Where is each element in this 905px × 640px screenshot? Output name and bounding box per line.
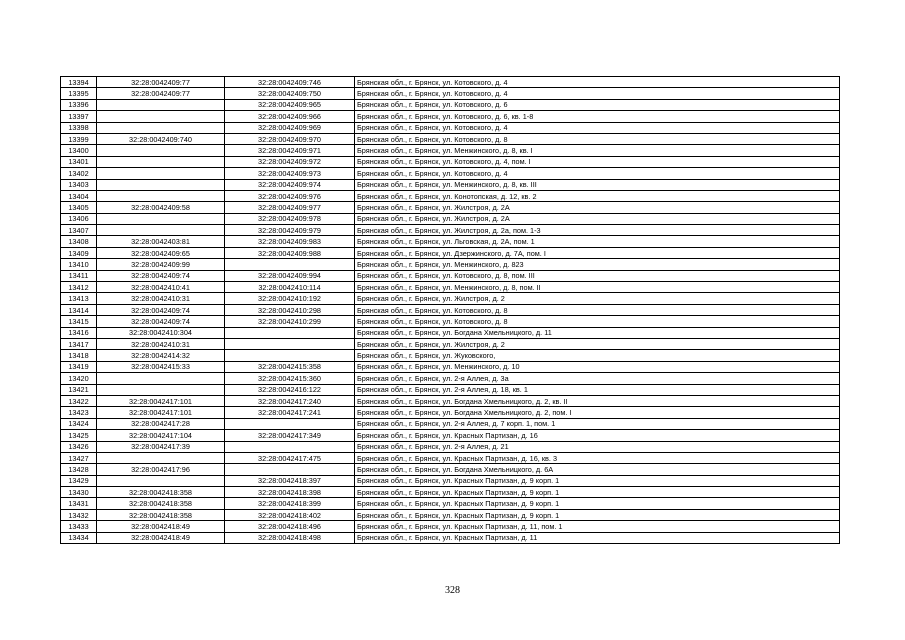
address-cell: Брянская обл., г. Брянск, ул. Жилстроя, д. 2 bbox=[355, 293, 840, 304]
object-number-cell bbox=[225, 338, 355, 349]
row-number-cell: 13430 bbox=[61, 487, 97, 498]
table-row bbox=[61, 464, 840, 475]
parcel-number-cell: 32:28:0042409:58 bbox=[97, 202, 225, 213]
object-number-cell: 32:28:0042409:969 bbox=[225, 122, 355, 133]
address-cell: Брянская обл., г. Брянск, ул. Котовского, д. 6, кв. 1-8 bbox=[355, 111, 840, 122]
table-row bbox=[61, 350, 840, 361]
row-number-cell: 13399 bbox=[61, 133, 97, 144]
row-number-cell: 13429 bbox=[61, 475, 97, 486]
object-number-cell: 32:28:0042409:978 bbox=[225, 213, 355, 224]
parcel-number-cell: 32:28:0042409:74 bbox=[97, 316, 225, 327]
row-number-cell: 13418 bbox=[61, 350, 97, 361]
row-number-cell: 13432 bbox=[61, 509, 97, 520]
row-number-cell: 13397 bbox=[61, 111, 97, 122]
table-row bbox=[61, 338, 840, 349]
object-number-cell: 32:28:0042415:358 bbox=[225, 361, 355, 372]
object-number-cell: 32:28:0042409:979 bbox=[225, 225, 355, 236]
address-cell: Брянская обл., г. Брянск, ул. Менжинского, д. 823 bbox=[355, 259, 840, 270]
parcel-number-cell: 32:28:0042410:304 bbox=[97, 327, 225, 338]
row-number-cell: 13416 bbox=[61, 327, 97, 338]
row-number-cell: 13433 bbox=[61, 521, 97, 532]
parcel-number-cell: 32:28:0042410:41 bbox=[97, 282, 225, 293]
table-row bbox=[61, 225, 840, 236]
object-number-cell: 32:28:0042417:241 bbox=[225, 407, 355, 418]
parcel-number-cell: 32:28:0042417:101 bbox=[97, 395, 225, 406]
address-cell: Брянская обл., г. Брянск, ул. Красных Партизан, д. 9 корп. 1 bbox=[355, 487, 840, 498]
row-number-cell: 13396 bbox=[61, 99, 97, 110]
table-row bbox=[61, 452, 840, 463]
object-number-cell: 32:28:0042409:983 bbox=[225, 236, 355, 247]
parcel-number-cell: 32:28:0042414:32 bbox=[97, 350, 225, 361]
object-number-cell bbox=[225, 441, 355, 452]
row-number-cell: 13420 bbox=[61, 373, 97, 384]
table-row bbox=[61, 190, 840, 201]
page-number: 328 bbox=[445, 585, 460, 596]
object-number-cell: 32:28:0042409:970 bbox=[225, 133, 355, 144]
table-row bbox=[61, 487, 840, 498]
table-row bbox=[61, 521, 840, 532]
parcel-number-cell: 32:28:0042409:74 bbox=[97, 304, 225, 315]
address-cell: Брянская обл., г. Брянск, ул. 2-я Аллея, д. 7 корп. 1, пом. 1 bbox=[355, 418, 840, 429]
object-number-cell: 32:28:0042417:475 bbox=[225, 452, 355, 463]
parcel-number-cell bbox=[97, 179, 225, 190]
address-cell: Брянская обл., г. Брянск, ул. Жилстроя, д. 2 bbox=[355, 338, 840, 349]
parcel-number-cell: 32:28:0042417:96 bbox=[97, 464, 225, 475]
object-number-cell bbox=[225, 464, 355, 475]
address-cell: Брянская обл., г. Брянск, ул. 2-я Аллея, д. 18, кв. 1 bbox=[355, 384, 840, 395]
row-number-cell: 13409 bbox=[61, 247, 97, 258]
object-number-cell: 32:28:0042415:360 bbox=[225, 373, 355, 384]
parcel-number-cell: 32:28:0042410:31 bbox=[97, 293, 225, 304]
parcel-number-cell bbox=[97, 122, 225, 133]
object-number-cell: 32:28:0042418:397 bbox=[225, 475, 355, 486]
parcel-number-cell: 32:28:0042417:104 bbox=[97, 430, 225, 441]
object-number-cell bbox=[225, 350, 355, 361]
parcel-number-cell: 32:28:0042415:33 bbox=[97, 361, 225, 372]
object-number-cell bbox=[225, 259, 355, 270]
object-number-cell: 32:28:0042409:972 bbox=[225, 156, 355, 167]
parcel-number-cell: 32:28:0042410:31 bbox=[97, 338, 225, 349]
table-row bbox=[61, 270, 840, 281]
parcel-number-cell bbox=[97, 145, 225, 156]
address-cell: Брянская обл., г. Брянск, ул. Менжинского, д. 10 bbox=[355, 361, 840, 372]
table-row bbox=[61, 373, 840, 384]
address-cell: Брянская обл., г. Брянск, ул. Богдана Хмельницкого, д. 6А bbox=[355, 464, 840, 475]
object-number-cell: 32:28:0042409:977 bbox=[225, 202, 355, 213]
parcel-number-cell bbox=[97, 168, 225, 179]
address-cell: Брянская обл., г. Брянск, ул. Богдана Хмельницкого, д. 2, пом. I bbox=[355, 407, 840, 418]
table-row bbox=[61, 509, 840, 520]
row-number-cell: 13395 bbox=[61, 88, 97, 99]
cadastral-table bbox=[60, 76, 840, 544]
row-number-cell: 13423 bbox=[61, 407, 97, 418]
table-row bbox=[61, 304, 840, 315]
parcel-number-cell: 32:28:0042418:49 bbox=[97, 521, 225, 532]
address-cell: Брянская обл., г. Брянск, ул. Менжинского, д. 8, пом. II bbox=[355, 282, 840, 293]
table-row bbox=[61, 384, 840, 395]
parcel-number-cell: 32:28:0042409:740 bbox=[97, 133, 225, 144]
parcel-number-cell: 32:28:0042409:74 bbox=[97, 270, 225, 281]
row-number-cell: 13421 bbox=[61, 384, 97, 395]
table-row bbox=[61, 327, 840, 338]
table-row bbox=[61, 156, 840, 167]
row-number-cell: 13406 bbox=[61, 213, 97, 224]
parcel-number-cell: 32:28:0042417:101 bbox=[97, 407, 225, 418]
parcel-number-cell bbox=[97, 111, 225, 122]
row-number-cell: 13417 bbox=[61, 338, 97, 349]
address-cell: Брянская обл., г. Брянск, ул. Котовского, д. 4, пом. I bbox=[355, 156, 840, 167]
address-cell: Брянская обл., г. Брянск, ул. Богдана Хмельницкого, д. 11 bbox=[355, 327, 840, 338]
row-number-cell: 13413 bbox=[61, 293, 97, 304]
object-number-cell: 32:28:0042409:971 bbox=[225, 145, 355, 156]
table-row bbox=[61, 316, 840, 327]
object-number-cell: 32:28:0042409:966 bbox=[225, 111, 355, 122]
table-row bbox=[61, 293, 840, 304]
parcel-number-cell: 32:28:0042409:77 bbox=[97, 77, 225, 88]
address-cell: Брянская обл., г. Брянск, ул. Жилстроя, д. 2а, пом. 1-3 bbox=[355, 225, 840, 236]
address-cell: Брянская обл., г. Брянск, ул. Котовского, д. 4 bbox=[355, 122, 840, 133]
parcel-number-cell bbox=[97, 156, 225, 167]
address-cell: Брянская обл., г. Брянск, ул. Менжинского, д. 8, кв. I bbox=[355, 145, 840, 156]
object-number-cell: 32:28:0042410:298 bbox=[225, 304, 355, 315]
address-cell: Брянская обл., г. Брянск, ул. 2-я Аллея, д. 3а bbox=[355, 373, 840, 384]
address-cell: Брянская обл., г. Брянск, ул. Котовского, д. 6 bbox=[355, 99, 840, 110]
table-row bbox=[61, 111, 840, 122]
address-cell: Брянская обл., г. Брянск, ул. Котовского, д. 8 bbox=[355, 133, 840, 144]
table-row bbox=[61, 441, 840, 452]
table-row bbox=[61, 168, 840, 179]
row-number-cell: 13403 bbox=[61, 179, 97, 190]
address-cell: Брянская обл., г. Брянск, ул. Льговская, д. 2А, пом. 1 bbox=[355, 236, 840, 247]
parcel-number-cell: 32:28:0042418:49 bbox=[97, 532, 225, 543]
address-cell: Брянская обл., г. Брянск, ул. Красных Партизан, д. 16 bbox=[355, 430, 840, 441]
address-cell: Брянская обл., г. Брянск, ул. Котовского, д. 8, пом. III bbox=[355, 270, 840, 281]
object-number-cell: 32:28:0042418:402 bbox=[225, 509, 355, 520]
table-row bbox=[61, 179, 840, 190]
table-row bbox=[61, 145, 840, 156]
address-cell: Брянская обл., г. Брянск, ул. Красных Партизан, д. 9 корп. 1 bbox=[355, 509, 840, 520]
address-cell: Брянская обл., г. Брянск, ул. Красных Партизан, д. 9 корп. 1 bbox=[355, 475, 840, 486]
parcel-number-cell: 32:28:0042418:358 bbox=[97, 509, 225, 520]
row-number-cell: 13419 bbox=[61, 361, 97, 372]
row-number-cell: 13426 bbox=[61, 441, 97, 452]
address-cell: Брянская обл., г. Брянск, ул. 2-я Аллея, д. 21 bbox=[355, 441, 840, 452]
row-number-cell: 13412 bbox=[61, 282, 97, 293]
row-number-cell: 13434 bbox=[61, 532, 97, 543]
address-cell: Брянская обл., г. Брянск, ул. Котовского, д. 8 bbox=[355, 316, 840, 327]
address-cell: Брянская обл., г. Брянск, ул. Жилстроя, д. 2А bbox=[355, 202, 840, 213]
parcel-number-cell bbox=[97, 452, 225, 463]
row-number-cell: 13415 bbox=[61, 316, 97, 327]
object-number-cell: 32:28:0042409:965 bbox=[225, 99, 355, 110]
table-row bbox=[61, 122, 840, 133]
row-number-cell: 13405 bbox=[61, 202, 97, 213]
table-row bbox=[61, 430, 840, 441]
parcel-number-cell: 32:28:0042403:81 bbox=[97, 236, 225, 247]
parcel-number-cell bbox=[97, 99, 225, 110]
object-number-cell: 32:28:0042409:976 bbox=[225, 190, 355, 201]
parcel-number-cell: 32:28:0042409:99 bbox=[97, 259, 225, 270]
address-cell: Брянская обл., г. Брянск, ул. Котовского, д. 4 bbox=[355, 77, 840, 88]
table-row bbox=[61, 395, 840, 406]
parcel-number-cell bbox=[97, 373, 225, 384]
parcel-number-cell: 32:28:0042409:65 bbox=[97, 247, 225, 258]
row-number-cell: 13398 bbox=[61, 122, 97, 133]
object-number-cell: 32:28:0042409:974 bbox=[225, 179, 355, 190]
table-row bbox=[61, 407, 840, 418]
row-number-cell: 13401 bbox=[61, 156, 97, 167]
parcel-number-cell: 32:28:0042418:358 bbox=[97, 498, 225, 509]
object-number-cell: 32:28:0042418:398 bbox=[225, 487, 355, 498]
row-number-cell: 13424 bbox=[61, 418, 97, 429]
table-row bbox=[61, 236, 840, 247]
row-number-cell: 13407 bbox=[61, 225, 97, 236]
table-row bbox=[61, 361, 840, 372]
table-row bbox=[61, 475, 840, 486]
parcel-number-cell bbox=[97, 225, 225, 236]
object-number-cell: 32:28:0042409:750 bbox=[225, 88, 355, 99]
row-number-cell: 13425 bbox=[61, 430, 97, 441]
address-cell: Брянская обл., г. Брянск, ул. Красных Партизан, д. 11 bbox=[355, 532, 840, 543]
address-cell: Брянская обл., г. Брянск, ул. Богдана Хмельницкого, д. 2, кв. II bbox=[355, 395, 840, 406]
object-number-cell: 32:28:0042409:973 bbox=[225, 168, 355, 179]
row-number-cell: 13422 bbox=[61, 395, 97, 406]
object-number-cell bbox=[225, 327, 355, 338]
address-cell: Брянская обл., г. Брянск, ул. Конотопская, д. 12, кв. 2 bbox=[355, 190, 840, 201]
object-number-cell: 32:28:0042418:496 bbox=[225, 521, 355, 532]
object-number-cell: 32:28:0042409:746 bbox=[225, 77, 355, 88]
address-cell: Брянская обл., г. Брянск, ул. Жуковского, bbox=[355, 350, 840, 361]
object-number-cell: 32:28:0042416:122 bbox=[225, 384, 355, 395]
object-number-cell: 32:28:0042418:498 bbox=[225, 532, 355, 543]
address-cell: Брянская обл., г. Брянск, ул. Котовского, д. 4 bbox=[355, 168, 840, 179]
row-number-cell: 13431 bbox=[61, 498, 97, 509]
row-number-cell: 13408 bbox=[61, 236, 97, 247]
object-number-cell bbox=[225, 418, 355, 429]
address-cell: Брянская обл., г. Брянск, ул. Жилстроя, д. 2А bbox=[355, 213, 840, 224]
row-number-cell: 13402 bbox=[61, 168, 97, 179]
row-number-cell: 13411 bbox=[61, 270, 97, 281]
object-number-cell: 32:28:0042418:399 bbox=[225, 498, 355, 509]
object-number-cell: 32:28:0042417:349 bbox=[225, 430, 355, 441]
row-number-cell: 13394 bbox=[61, 77, 97, 88]
row-number-cell: 13410 bbox=[61, 259, 97, 270]
table-body bbox=[61, 77, 840, 544]
parcel-number-cell: 32:28:0042417:39 bbox=[97, 441, 225, 452]
row-number-cell: 13404 bbox=[61, 190, 97, 201]
table-row bbox=[61, 498, 840, 509]
table-row bbox=[61, 247, 840, 258]
object-number-cell: 32:28:0042410:114 bbox=[225, 282, 355, 293]
table-row bbox=[61, 418, 840, 429]
address-cell: Брянская обл., г. Брянск, ул. Красных Партизан, д. 9 корп. 1 bbox=[355, 498, 840, 509]
row-number-cell: 13414 bbox=[61, 304, 97, 315]
table-row bbox=[61, 77, 840, 88]
parcel-number-cell bbox=[97, 475, 225, 486]
parcel-number-cell bbox=[97, 190, 225, 201]
address-cell: Брянская обл., г. Брянск, ул. Красных Партизан, д. 16, кв. 3 bbox=[355, 452, 840, 463]
row-number-cell: 13427 bbox=[61, 452, 97, 463]
object-number-cell: 32:28:0042410:299 bbox=[225, 316, 355, 327]
table-row bbox=[61, 88, 840, 99]
address-cell: Брянская обл., г. Брянск, ул. Дзержинского, д. 7А, пом. I bbox=[355, 247, 840, 258]
table-row bbox=[61, 133, 840, 144]
parcel-number-cell: 32:28:0042418:358 bbox=[97, 487, 225, 498]
parcel-number-cell bbox=[97, 384, 225, 395]
address-cell: Брянская обл., г. Брянск, ул. Котовского, д. 8 bbox=[355, 304, 840, 315]
table-row bbox=[61, 99, 840, 110]
address-cell: Брянская обл., г. Брянск, ул. Красных Партизан, д. 11, пом. 1 bbox=[355, 521, 840, 532]
address-cell: Брянская обл., г. Брянск, ул. Менжинского, д. 8, кв. III bbox=[355, 179, 840, 190]
parcel-number-cell: 32:28:0042409:77 bbox=[97, 88, 225, 99]
table-row bbox=[61, 202, 840, 213]
table-row bbox=[61, 259, 840, 270]
parcel-number-cell bbox=[97, 213, 225, 224]
object-number-cell: 32:28:0042409:988 bbox=[225, 247, 355, 258]
object-number-cell: 32:28:0042417:240 bbox=[225, 395, 355, 406]
row-number-cell: 13400 bbox=[61, 145, 97, 156]
table-row bbox=[61, 282, 840, 293]
object-number-cell: 32:28:0042409:994 bbox=[225, 270, 355, 281]
table-row bbox=[61, 532, 840, 543]
parcel-number-cell: 32:28:0042417:28 bbox=[97, 418, 225, 429]
table-row bbox=[61, 213, 840, 224]
object-number-cell: 32:28:0042410:192 bbox=[225, 293, 355, 304]
row-number-cell: 13428 bbox=[61, 464, 97, 475]
address-cell: Брянская обл., г. Брянск, ул. Котовского, д. 4 bbox=[355, 88, 840, 99]
